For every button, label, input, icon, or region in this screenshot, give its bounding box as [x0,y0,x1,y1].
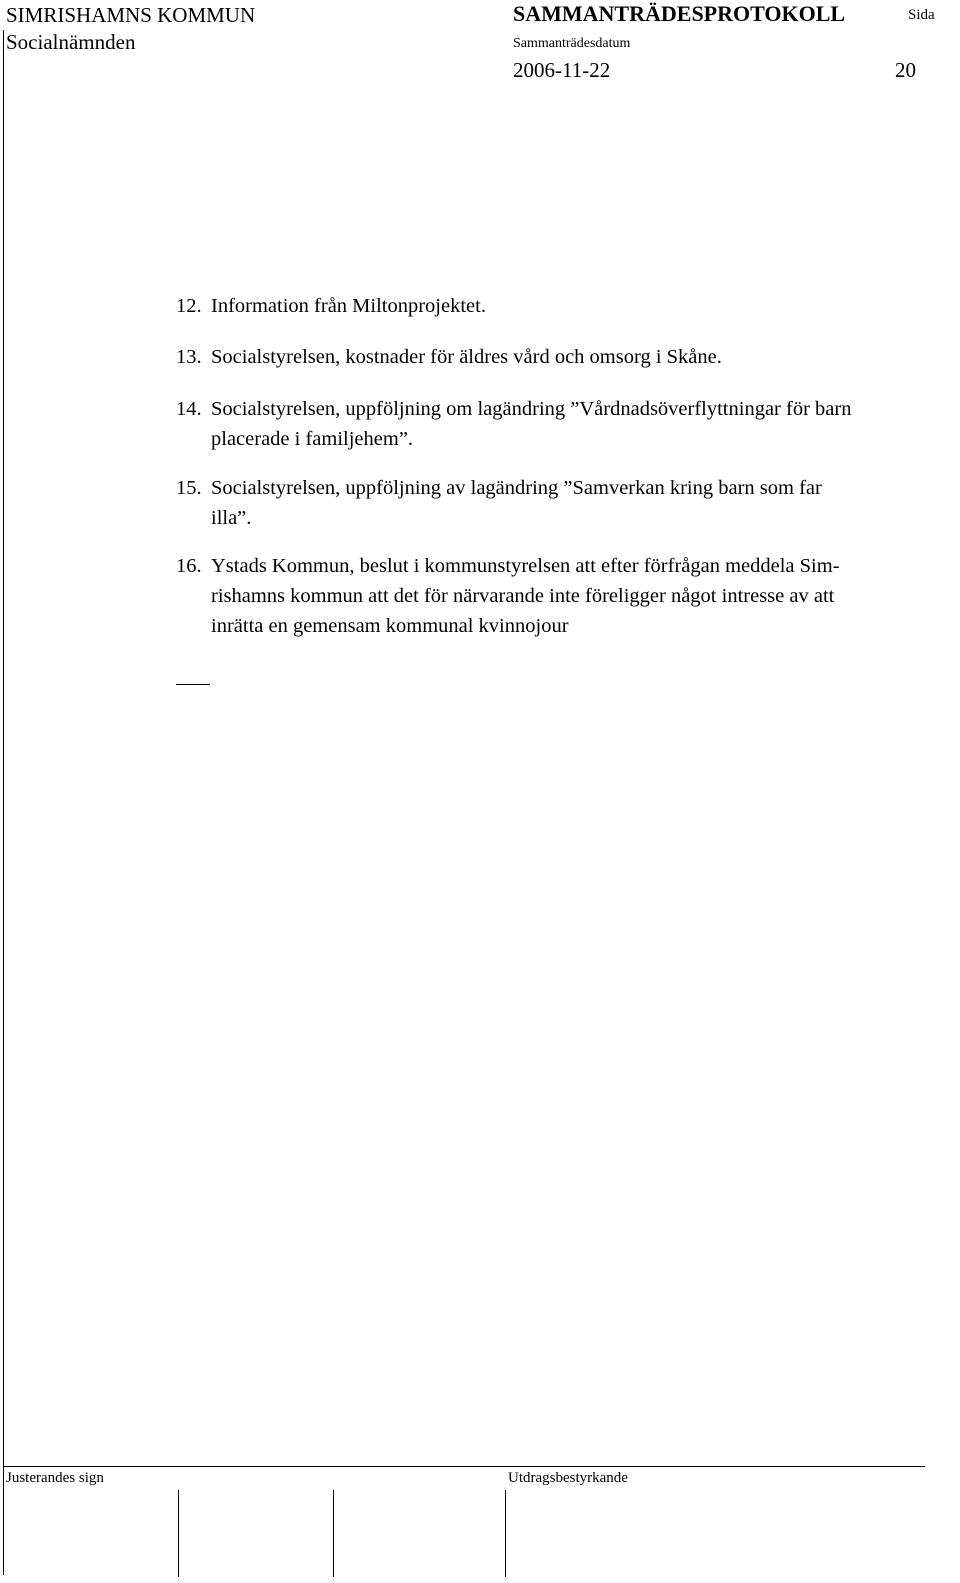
agenda-item-text: inrätta en gemensam kommunal kvinnojour [211,615,569,637]
agenda-item [176,394,956,454]
meeting-date-label: Sammanträdesdatum [513,36,631,51]
agenda-item-text: illa”. [211,507,252,529]
signature-box-divider [333,1490,334,1577]
meeting-date: 2006-11-22 [513,58,611,82]
page-label: Sida [908,7,935,23]
agenda-item-number: 13. [176,346,202,368]
agenda-item [176,551,956,641]
document-title: SAMMANTRÄDESPROTOKOLL [513,1,846,26]
department-name: Socialnämnden [6,30,136,54]
agenda-item-text: rishamns kommun att det för närvarande inte föreligger något intresse av att [211,585,835,607]
agenda-item [176,291,956,321]
signature-box-divider [505,1490,506,1577]
left-margin-line [3,30,4,1575]
footer-rule [3,1466,925,1467]
agenda-item-text: Information från Miltonprojektet. [211,295,486,317]
signature-label: Justerandes sign [6,1470,104,1486]
section-divider [176,684,210,685]
organization-name: SIMRISHAMNS KOMMUN [6,3,256,27]
agenda-item-text: Ystads Kommun, beslut i kommunstyrelsen att efter förfrågan meddela Sim- [211,555,840,577]
agenda-item-number: 16. [176,555,202,577]
agenda-item [176,342,956,372]
agenda-item-text: Socialstyrelsen, uppföljning om lagändring ”Vårdnadsöverflyttningar för barn [211,398,852,420]
agenda-item [176,473,956,533]
agenda-item-number: 15. [176,477,202,499]
agenda-item-text: placerade i familjehem”. [211,428,414,450]
agenda-item-text: Socialstyrelsen, kostnader för äldres vård och omsorg i Skåne. [211,346,722,368]
agenda-item-number: 14. [176,398,202,420]
signature-box-divider [178,1490,179,1577]
agenda-item-text: Socialstyrelsen, uppföljning av lagändring ”Samverkan kring barn som far [211,477,822,499]
page-number: 20 [895,58,916,82]
certification-label: Utdragsbestyrkande [508,1470,628,1486]
agenda-item-number: 12. [176,295,202,317]
